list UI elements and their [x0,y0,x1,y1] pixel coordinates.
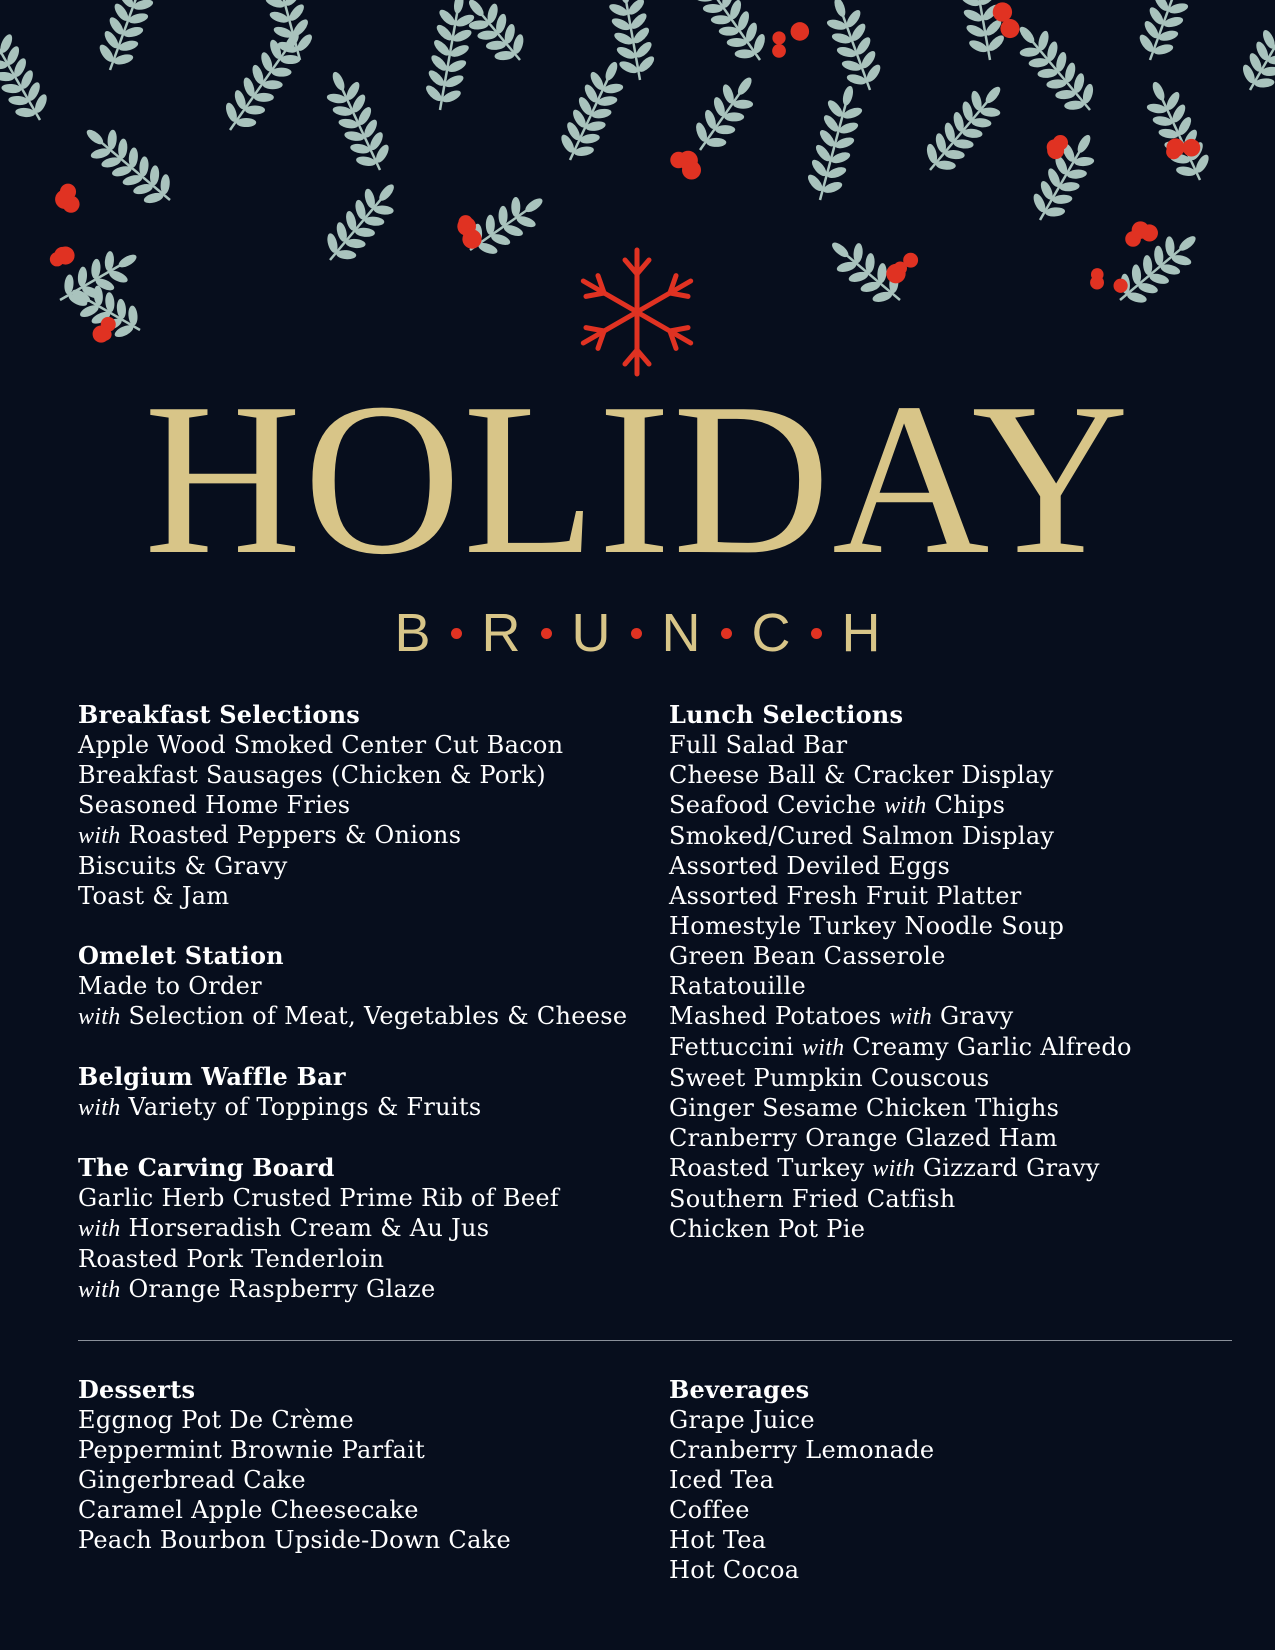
leaf-icon [91,0,162,77]
menu-item: Green Bean Casserole [669,942,946,970]
left-menu-column [78,700,638,1335]
menu-item: Peppermint Brownie Parfait [78,1436,426,1464]
snowflake-icon [577,247,697,377]
berry-icon [55,184,79,213]
leaf-icon [818,0,889,97]
menu-section-breakfast-selections [78,700,638,911]
menu-section-omelet-station [78,941,638,1032]
menu-item: Southern Fried Catfish [669,1185,956,1213]
menu-item: Eggnog Pot De Crème [78,1406,354,1434]
section-title: The Carving Board [78,1153,335,1182]
menu-item: with Variety of Toppings & Fruits [78,1093,482,1121]
desserts-column [78,1375,638,1585]
separator-dot [541,628,552,639]
menu-item: Sweet Pumpkin Couscous [669,1064,990,1092]
leaf-icon [801,81,870,205]
section-title: Beverages [669,1375,810,1404]
menu-item: Seasoned Home Fries [78,791,351,819]
beverages-column [669,1375,1229,1615]
subtitle-letter: U [571,603,611,663]
menu-item: Mashed Potatoes with Gravy [669,1002,1014,1030]
menu-item: Smoked/Cured Salmon Display [669,822,1055,850]
separator-dot [721,628,732,639]
menu-item: Ginger Sesame Chicken Thighs [669,1094,1060,1122]
separator-dot [451,628,462,639]
menu-item: Apple Wood Smoked Center Cut Bacon [78,731,564,759]
berry-icon [457,215,481,249]
menu-item: with Selection of Meat, Vegetables & Cheese [78,1002,628,1030]
subtitle-letter: N [661,603,701,663]
menu-section-desserts [78,1375,638,1555]
menu-item: with Orange Raspberry Glaze [78,1275,436,1303]
section-title: Omelet Station [78,941,284,970]
menu-item: with Horseradish Cream & Au Jus [78,1214,490,1242]
menu-title: HOLIDAY [144,359,1131,600]
menu-item: Seafood Ceviche with Chips [669,791,1006,819]
leaf-icon [552,54,633,169]
menu-item: Roasted Turkey with Gizzard Gravy [669,1154,1100,1182]
right-menu-column [669,700,1229,1274]
menu-item: Caramel Apple Cheesecake [78,1496,419,1524]
menu-subtitle [0,603,1275,663]
leaf-icon [315,172,408,272]
section-title: Belgium Waffle Bar [78,1062,346,1091]
leaf-icon [1131,0,1202,67]
berry-icon [1125,221,1158,246]
menu-item: Biscuits & Gravy [78,852,288,880]
menu-section-beverages [669,1375,1229,1585]
subtitle-letter: R [481,603,521,663]
leaf-icon [684,67,767,162]
menu-item: Gingerbread Cake [78,1466,306,1494]
menu-item: Hot Cocoa [669,1556,800,1584]
menu-item: Assorted Fresh Fruit Platter [669,882,1022,910]
berry-icon [886,253,918,284]
leaf-icon [682,0,776,71]
menu-section-the-carving-board [78,1153,638,1305]
menu-item: Homestyle Turkey Noodle Soup [669,912,1065,940]
subtitle-letter: H [841,603,881,663]
berry-icon [670,151,701,180]
menu-item: Ratatouille [669,972,806,1000]
section-title: Breakfast Selections [78,700,360,729]
separator-dot [631,628,642,639]
menu-item: Peach Bourbon Upside-Down Cake [78,1526,512,1554]
menu-item: Coffee [669,1496,750,1524]
section-title: Desserts [78,1375,196,1404]
menu-item: Roasted Pork Tenderloin [78,1245,385,1273]
berry-icon [1090,268,1128,293]
subtitle-letter: C [751,603,791,663]
berry-icon [1047,135,1068,159]
menu-item: Cranberry Orange Glazed Ham [669,1124,1058,1152]
leaf-icon [1005,15,1105,123]
berry-icon [993,2,1020,38]
menu-item: Assorted Deviled Eggs [669,852,951,880]
leaf-icon [214,22,314,141]
menu-item: Grape Juice [669,1406,815,1434]
leaf-icon [915,75,1015,183]
menu-section-belgium-waffle-bar [78,1062,638,1123]
leaf-icon [1136,74,1217,189]
menu-item: Fettuccini with Creamy Garlic Alfredo [669,1033,1132,1061]
menu-item: Hot Tea [669,1526,767,1554]
section-divider [78,1340,1232,1341]
menu-item: Cheese Ball & Cracker Display [669,761,1054,789]
menu-item: with Roasted Peppers & Onions [78,821,462,849]
menu-item: Toast & Jam [78,882,230,910]
subtitle-letter: B [394,603,431,663]
menu-section-lunch-selections [669,700,1229,1244]
leaf-icon [316,64,397,179]
menu-item: Cranberry Lemonade [669,1436,935,1464]
menu-item: Breakfast Sausages (Chicken & Pork) [78,761,546,789]
menu-item: Full Salad Bar [669,731,848,759]
leaf-icon [0,17,57,130]
menu-item: Iced Tea [669,1466,775,1494]
berry-icon [50,247,75,267]
menu-item: Chicken Pot Pie [669,1215,866,1243]
leaf-icon [75,115,183,215]
berry-icon [772,22,809,58]
leaf-icon [1233,13,1275,100]
menu-item: Garlic Herb Crusted Prime Rib of Beef [78,1184,560,1212]
leaf-icon [1107,222,1207,315]
menu-item: Made to Order [78,972,262,1000]
leaf-icon [421,0,480,113]
separator-dot [811,628,822,639]
section-title: Lunch Selections [669,700,904,729]
